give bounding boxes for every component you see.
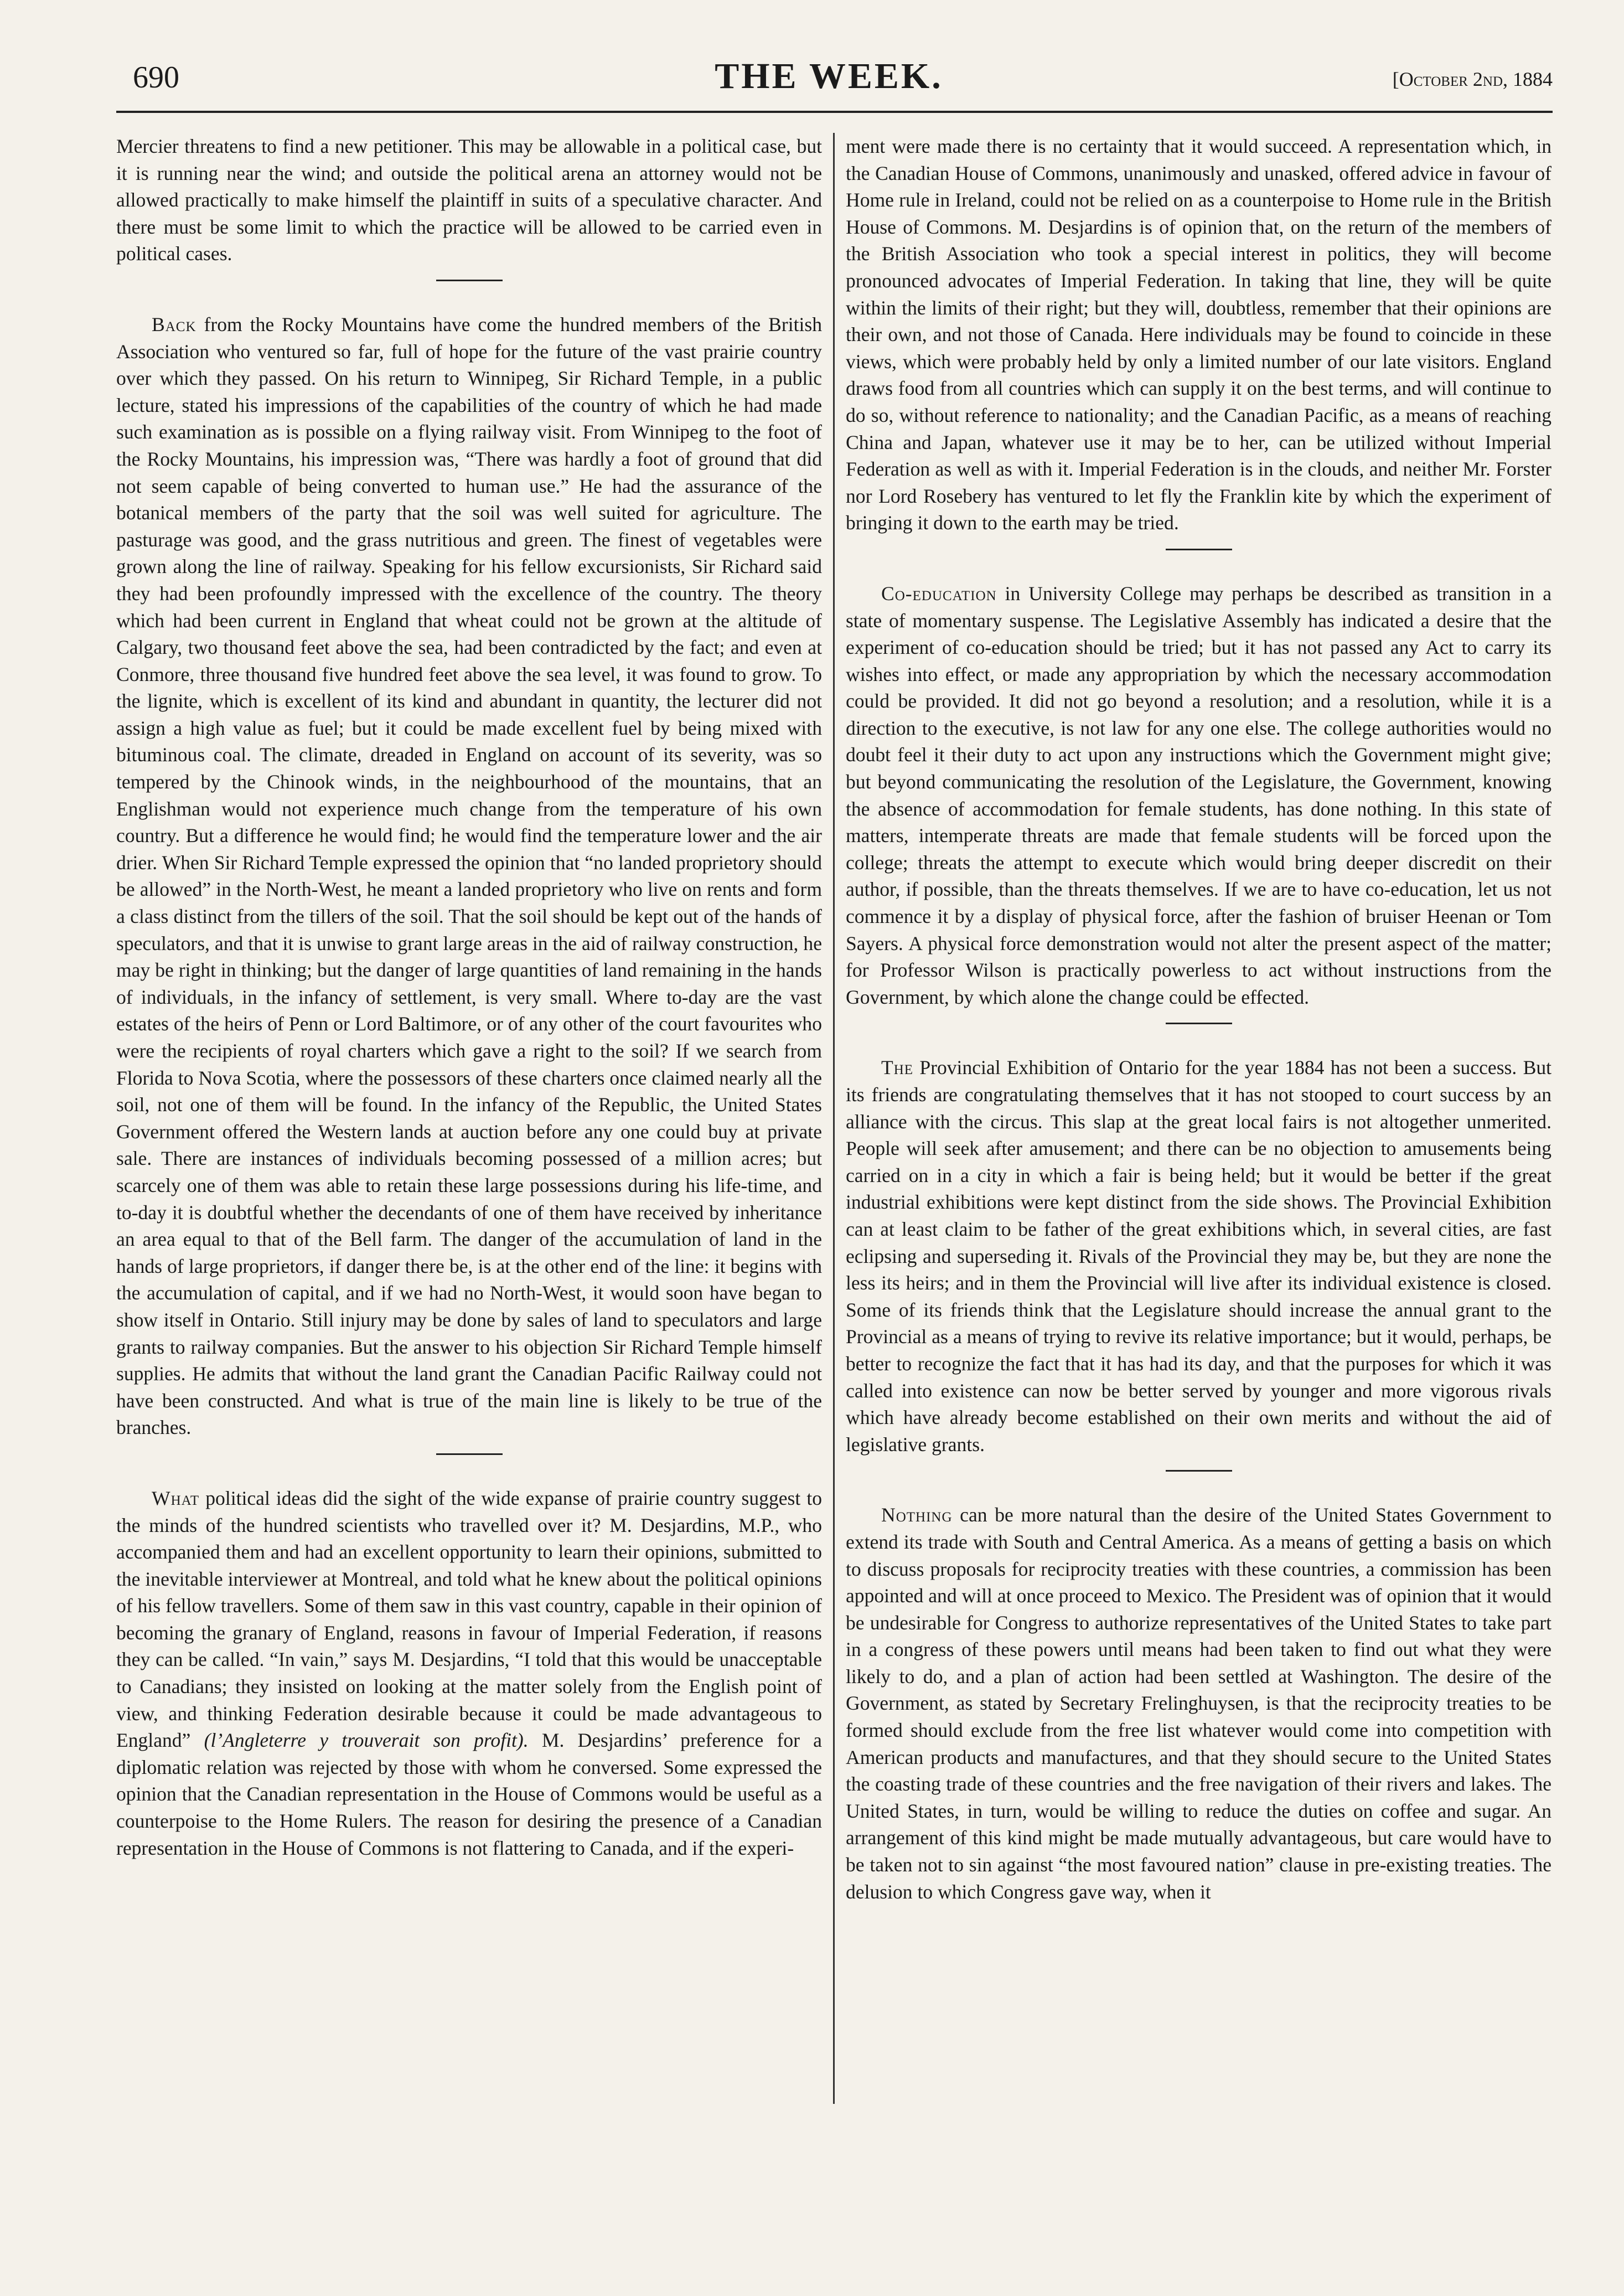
article-lead-word: What <box>152 1487 200 1509</box>
article-british-association <box>116 311 822 1441</box>
article-provincial-exhibition <box>846 1054 1551 1458</box>
section-separator <box>1166 1470 1232 1472</box>
article-body: from the Rocky Mountains have come the hundred members of the British Association who ventured so far, full of hope for the future of the vast prairie country over which they passed. On his return to Winnipeg, Sir Richard Temple, in a public lecture, stated his impressions of the capabilities of the country of which he had made such examination as is possible on a flying railway visit. From Winnipeg to the foot of the Rocky Mountains, his impression was, “There was hardly a foot of ground that did not seem capable of being converted to human use.” He had the assurance of the botanical members of the party that the soil was well suited for agriculture. The pasturage was good, and the grass nutritious and green. The finest of vegetables were grown along the line of railway. Speaking for his fellow excursionists, Sir Richard said they had been profoundly impressed with the excellence of the country. The theory which had been current in England that wheat could not be grown at the altitude of Calgary, two thousand feet above the sea, had been contradicted by the fact; and even at Conmore, three thousand five hundred feet above the sea level, it was found to grow. To the lignite, which is excellent of its kind and abundant in quantity, the lecturer did not assign a high value as fuel; but it could be made excellent fuel by being mixed with bituminous coal. The climate, dreaded in England on account of its severity, was so tempered by the Chinook winds, in the neighbourhood of the mountains, that an Englishman would not experience much change from the temperature of his own country. But a difference he would find; he would find the temperature lower and the air drier. When Sir Richard Temple expressed the opinion that “no landed proprietory should be allowed” in the North-West, he meant a landed proprietory who live on rents and form a class distinct from the tillers of the soil. That the soil should be kept out of the hands of speculators, and that it is unwise to grant large areas in the aid of railway construction, he may be right in thinking; but the danger of large quantities of land remaining in the hands of individuals, in the infancy of settlement, is very small. Where to-day are the vast estates of the heirs of Penn or Lord Baltimore, or of any other of the court favourites who were the recipients of royal charters which gave a right to the soil? If we search from Florida to Nova Scotia, where the possessors of these charters once claimed nearly all the soil, not one of them will be found. In the infancy of the Republic, the United States Government offered the Western lands at auction before any one could buy at private sale. There are instances of individuals becoming possessed of a million acres; but scarcely one of them was able to retain these large possessions during his life-time, and to-day it is doubtful whether the decendants of one of them have received by inheritance an area equal to that of the Bell farm. The danger of the accumulation of land in the hands of large proprietors, if danger there be, is at the other end of the line: it begins with the accumulation of capital, and if we had no North-West, it would soon have began to show itself in Ontario. Still injury may be done by sales of land to speculators and large grants to railway companies. But the answer to his objection Sir Richard Temple himself supplies. He admits that without the land grant the Canadian Pacific Railway could not have been constructed. And what is true of the main line is likely to be true of the branches. <box>116 313 822 1439</box>
section-separator <box>436 1453 503 1455</box>
article-lead-word: Nothing <box>881 1504 953 1526</box>
article-body: can be more natural than the desire of the United States Government to extend its trade with South and Central America. As a means of getting a basis on which to discuss proposals for reciprocity treaties with these countries, a commission has been appointed and will at once proceed to Mexico. The President was of opinion that it would be undesirable for Congress to authorize representatives of the United States to take part in a congress of these powers until means had been taken to find out what they were likely to do, and a plan of action had been settled at Washington. The desire of the Government, as stated by Secretary Frelinghuysen, is that the reciprocity treaties to be formed should exclude from the free list whatever would come into competition with American products and manufactures, and that they should secure to the United States the coasting trade of these countries and the free navigation of their rivers and lakes. The United States, in turn, would be willing to reduce the duties on coffee and sugar. An arrangement of this kind might be made mutually advantageous, but care would have to be taken not to sin against “the most favoured nation” clause in pre-existing treaties. The delusion to which Congress gave way, when it <box>846 1504 1551 1903</box>
article-body-continued: M. Desjardins’ preference for a diplomatic relation was rejected by those with whom he conversed. Some expressed the opinion that the Canadian representation in the House of Commons would be useful as a counterpoise to the Home Rulers. The reason for desiring the presence of a Canadian representation in the House of Commons is not flattering to Canada, and if the experi- <box>116 1729 822 1859</box>
section-separator <box>1166 1023 1232 1024</box>
article-co-education <box>846 580 1551 1011</box>
article-body: political ideas did the sight of the wide expanse of prairie country suggest to the minds of the hundred scientists who travelled over it? M. Desjardins, M.P., who accompanied them and had an excellent opportunity to learn their opinions, submitted to the inevitable interviewer at Montreal, and told what he knew about the political opinions of his fellow travellers. Some of them saw in this vast country, capable in their opinion of becoming the granary of England, reasons in favour of Imperial Federation, if reasons they can be called. “In vain,” says M. Desjardins, “I told that this would be unacceptable to Canadians; they insisted on looking at the matter solely from the English point of view, and thinking Federation desirable because it could be made advantageous to England” <box>116 1487 822 1752</box>
article-mercier-continuation: Mercier threatens to find a new petitioner. This may be allowable in a political case, but it is running near the wind; and outside the political arena an attorney would not be allowed practically to make himself the plaintiff in suits of a speculative character. And there must be some limit to which the practice will be allowed to be carried even in political cases. <box>116 135 822 265</box>
article-lead-word: Back <box>152 313 196 336</box>
columns <box>116 133 1553 2270</box>
masthead-title: THE WEEK. <box>715 56 943 96</box>
issue-date: [October 2nd, 1884 <box>1392 68 1553 90</box>
section-separator <box>1166 549 1232 550</box>
section-separator <box>436 280 503 281</box>
article-lead-word: Co-education <box>881 582 997 605</box>
article-lead-word: The <box>881 1056 914 1079</box>
article-united-states-trade <box>846 1502 1551 1905</box>
article-political-ideas <box>116 1485 822 1861</box>
french-quotation: (l’Angleterre y trouverait son profit). <box>204 1729 529 1752</box>
right-column <box>846 133 1551 2270</box>
column-divider <box>833 133 835 2104</box>
page-number: 690 <box>133 60 179 95</box>
page-header <box>105 55 1553 116</box>
article-political-ideas-continued: ment were made there is no certainty that it would succeed. A representation which, in the Canadian House of Commons, unanimously and unasked, offered advice in favour of Home rule in Ireland, could not be relied on as a counterpoise to Home rule in the British House of Commons. M. Desjardins is of opinion that, on the return of the members of the British Association who took a special interest in politics, they will become pronounced advocates of Imperial Federation. In taking that line, they will be quite within the limits of their right; but they will, doubtless, remember that their opinions are their own, and not those of Canada. Here individuals may be found to coincide in these views, which were probably held by only a limited number of our late visitors. England draws food from all countries which can supply it on the best terms, and will continue to do so, without reference to nationality; and the Canadian Pacific, as a means of reaching China and Japan, whatever use it may be to her, can be utilized without Imperial Federation as well as with it. Imperial Federation is in the clouds, and neither Mr. Forster nor Lord Rosebery has ventured to let fly the Franklin kite by which the experiment of bringing it down to the earth may be tried. <box>846 135 1551 534</box>
newspaper-page <box>105 55 1553 2270</box>
article-body: in University College may perhaps be described as transition in a state of momentary suspense. The Legislative Assembly has indicated a desire that the experiment of co-education should be tried; but it has not passed any Act to carry its wishes into effect, or made any appropriation by which the necessary accommodation could be provided. It did not go beyond a resolution; and a resolution, while it is a direction to the executive, is not law for any one else. The college authorities would no doubt feel it their duty to act upon any instructions which the Government might give; but beyond communicating the resolution of the Legislature, the Government, knowing the absence of accommodation for female students, has done nothing. In this state of matters, intemperate threats are made that female students will be forced upon the college; threats the attempt to execute which would bring deeper discredit on their author, if possible, than the threats themselves. If we are to have co-education, let us not commence it by a display of physical force, after the fashion of bruiser Heenan or Tom Sayers. A physical force demonstration would not alter the present aspect of the matter; for Professor Wilson is practically powerless to act without instructions from the Government, by which alone the change could be effected. <box>846 582 1551 1008</box>
header-rule <box>116 111 1553 113</box>
left-column <box>116 133 822 2270</box>
article-body: Provincial Exhibition of Ontario for the year 1884 has not been a success. But its friends are congratulating themselves that it has not stooped to court success by an alliance with the circus. This slap at the great local fairs is not altogether unmerited. People will seek after amusement; and there can be no objection to amusements being carried on in a city in which a fair is being held; but it would be better if the great industrial exhibitions were kept distinct from the side shows. The Provincial Exhibition can at least claim to be father of the great exhibitions which, in several cities, are fast eclipsing and superseding it. Rivals of the Provincial they may be, but they are none the less its heirs; and in them the Provincial will live after its individual existence is closed. Some of its friends think that the Legislature should increase the annual grant to the Provincial as a means of trying to revive its relative importance; but it would, perhaps, be better to recognize the fact that it has had its day, and that the purposes for which it was called into existence can now be better served by younger and more vigorous rivals which have already become established on their own merits and without the aid of legislative grants. <box>846 1056 1551 1456</box>
